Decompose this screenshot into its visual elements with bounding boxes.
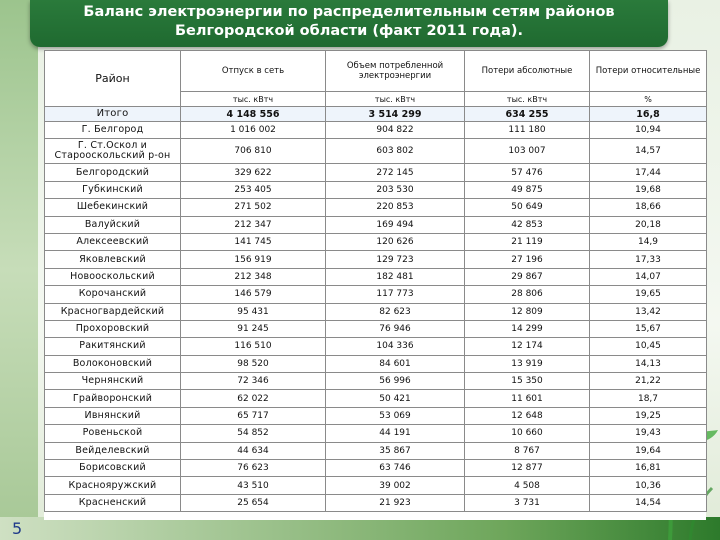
- cell-name: Ивнянский: [45, 407, 181, 424]
- table-row: [45, 268, 707, 285]
- cell-consumption: 84 601: [326, 355, 465, 372]
- cell-consumption: 63 746: [326, 460, 465, 477]
- cell-name: Ракитянский: [45, 338, 181, 355]
- cell-loss-abs: 21 119: [465, 233, 590, 250]
- cell-consumption: 603 802: [326, 139, 465, 164]
- cell-name: Краснояружский: [45, 477, 181, 494]
- cell-loss-rel: 10,94: [590, 122, 707, 139]
- table-row: [45, 199, 707, 216]
- cell-name: Валуйский: [45, 216, 181, 233]
- cell-consumption: 272 145: [326, 164, 465, 181]
- cell-loss-abs: 29 867: [465, 268, 590, 285]
- cell-loss-abs: 12 877: [465, 460, 590, 477]
- cell-consumption: 50 421: [326, 390, 465, 407]
- table-header-row: [45, 51, 707, 92]
- cell-loss-rel: 19,25: [590, 407, 707, 424]
- cell-loss-rel: 14,13: [590, 355, 707, 372]
- cell-consumption: 39 002: [326, 477, 465, 494]
- header-region: Район: [45, 51, 181, 107]
- cell-supply: 54 852: [181, 425, 326, 442]
- cell-loss-rel: 17,44: [590, 164, 707, 181]
- cell-supply: 212 348: [181, 268, 326, 285]
- cell-supply: 706 810: [181, 139, 326, 164]
- cell-loss-rel: 18,7: [590, 390, 707, 407]
- cell-loss-abs: 4 508: [465, 477, 590, 494]
- cell-supply: 25 654: [181, 494, 326, 511]
- cell-supply: 271 502: [181, 199, 326, 216]
- cell-loss-abs: 12 648: [465, 407, 590, 424]
- cell-consumption: 35 867: [326, 442, 465, 459]
- cell-supply: 76 623: [181, 460, 326, 477]
- total-consumption: 3 514 299: [326, 107, 465, 122]
- header-consumption: Объем потребленной электроэнергии: [326, 51, 465, 92]
- table-row: [45, 390, 707, 407]
- cell-loss-abs: 10 660: [465, 425, 590, 442]
- cell-consumption: 82 623: [326, 303, 465, 320]
- cell-loss-rel: 15,67: [590, 320, 707, 337]
- table-row: [45, 181, 707, 198]
- cell-consumption: 129 723: [326, 251, 465, 268]
- total-row: [45, 107, 707, 122]
- cell-loss-abs: 11 601: [465, 390, 590, 407]
- cell-loss-abs: 49 875: [465, 181, 590, 198]
- cell-consumption: 56 996: [326, 373, 465, 390]
- table-row: [45, 338, 707, 355]
- cell-supply: 72 346: [181, 373, 326, 390]
- cell-supply: 91 245: [181, 320, 326, 337]
- cell-loss-rel: 19,43: [590, 425, 707, 442]
- cell-name: Красненский: [45, 494, 181, 511]
- cell-loss-abs: 12 174: [465, 338, 590, 355]
- table-row: [45, 494, 707, 511]
- cell-consumption: 904 822: [326, 122, 465, 139]
- table-row: [45, 320, 707, 337]
- cell-loss-abs: 14 299: [465, 320, 590, 337]
- cell-name: Белгородский: [45, 164, 181, 181]
- cell-loss-rel: 18,66: [590, 199, 707, 216]
- cell-loss-rel: 14,9: [590, 233, 707, 250]
- cell-loss-rel: 14,07: [590, 268, 707, 285]
- table-row: [45, 139, 707, 164]
- cell-loss-abs: 12 809: [465, 303, 590, 320]
- cell-loss-abs: 42 853: [465, 216, 590, 233]
- header-loss-rel: Потери относительные: [590, 51, 707, 92]
- cell-consumption: 169 494: [326, 216, 465, 233]
- table-row: [45, 442, 707, 459]
- cell-supply: 43 510: [181, 477, 326, 494]
- cell-consumption: 21 923: [326, 494, 465, 511]
- cell-loss-abs: 8 767: [465, 442, 590, 459]
- cell-consumption: 120 626: [326, 233, 465, 250]
- cell-name: Яковлевский: [45, 251, 181, 268]
- cell-supply: 1 016 002: [181, 122, 326, 139]
- cell-loss-rel: 19,68: [590, 181, 707, 198]
- table-row: [45, 425, 707, 442]
- cell-name: Шебекинский: [45, 199, 181, 216]
- slide-title: [30, 0, 668, 47]
- cell-loss-rel: 19,64: [590, 442, 707, 459]
- cell-supply: 116 510: [181, 338, 326, 355]
- cell-name: Волоконовский: [45, 355, 181, 372]
- table-row: [45, 251, 707, 268]
- table-row: [45, 286, 707, 303]
- cell-loss-rel: 14,57: [590, 139, 707, 164]
- cell-loss-abs: 28 806: [465, 286, 590, 303]
- table-row: [45, 164, 707, 181]
- cell-name: Красногвардейский: [45, 303, 181, 320]
- cell-name: Губкинский: [45, 181, 181, 198]
- cell-name: Вейделевский: [45, 442, 181, 459]
- cell-name: Г. Ст.Оскол и Старооскольский р-он: [45, 139, 181, 164]
- cell-loss-abs: 103 007: [465, 139, 590, 164]
- total-name: Итого: [45, 107, 181, 122]
- title-line-2: Белгородской области (факт 2011 года).: [174, 23, 524, 39]
- table-row: [45, 407, 707, 424]
- energy-balance-table: [44, 50, 707, 512]
- cell-supply: 156 919: [181, 251, 326, 268]
- header-supply: Отпуск в сеть: [181, 51, 326, 92]
- total-supply: 4 148 556: [181, 107, 326, 122]
- cell-name: Новооскольский: [45, 268, 181, 285]
- cell-name: Борисовский: [45, 460, 181, 477]
- cell-supply: 212 347: [181, 216, 326, 233]
- cell-loss-rel: 19,65: [590, 286, 707, 303]
- cell-loss-rel: 10,36: [590, 477, 707, 494]
- cell-loss-abs: 27 196: [465, 251, 590, 268]
- unit-loss-rel: %: [590, 92, 707, 107]
- cell-supply: 98 520: [181, 355, 326, 372]
- cell-consumption: 182 481: [326, 268, 465, 285]
- unit-loss-abs: тыс. кВтч: [465, 92, 590, 107]
- total-loss-rel: 16,8: [590, 107, 707, 122]
- cell-supply: 329 622: [181, 164, 326, 181]
- cell-loss-abs: 3 731: [465, 494, 590, 511]
- cell-supply: 146 579: [181, 286, 326, 303]
- cell-supply: 62 022: [181, 390, 326, 407]
- left-decor-bar: [0, 0, 38, 540]
- cell-name: Чернянский: [45, 373, 181, 390]
- cell-supply: 141 745: [181, 233, 326, 250]
- cell-consumption: 53 069: [326, 407, 465, 424]
- cell-consumption: 44 191: [326, 425, 465, 442]
- unit-supply: тыс. кВтч: [181, 92, 326, 107]
- cell-loss-rel: 20,18: [590, 216, 707, 233]
- cell-loss-rel: 21,22: [590, 373, 707, 390]
- cell-name: Грайворонский: [45, 390, 181, 407]
- cell-loss-rel: 14,54: [590, 494, 707, 511]
- cell-consumption: 76 946: [326, 320, 465, 337]
- cell-supply: 95 431: [181, 303, 326, 320]
- table-row: [45, 355, 707, 372]
- page-number: 5: [12, 519, 23, 538]
- energy-balance-table-container: [44, 50, 706, 520]
- title-line-1: Баланс электроэнергии по распределительным сетям районов: [83, 4, 615, 20]
- cell-loss-abs: 13 919: [465, 355, 590, 372]
- cell-loss-rel: 16,81: [590, 460, 707, 477]
- cell-loss-rel: 17,33: [590, 251, 707, 268]
- table-row: [45, 477, 707, 494]
- cell-supply: 44 634: [181, 442, 326, 459]
- cell-loss-rel: 13,42: [590, 303, 707, 320]
- cell-name: Ровеньской: [45, 425, 181, 442]
- cell-supply: 253 405: [181, 181, 326, 198]
- table-row: [45, 233, 707, 250]
- cell-name: Алексеевский: [45, 233, 181, 250]
- cell-name: Прохоровский: [45, 320, 181, 337]
- cell-name: Корочанский: [45, 286, 181, 303]
- cell-loss-rel: 10,45: [590, 338, 707, 355]
- table-row: [45, 460, 707, 477]
- cell-loss-abs: 111 180: [465, 122, 590, 139]
- cell-loss-abs: 57 476: [465, 164, 590, 181]
- cell-supply: 65 717: [181, 407, 326, 424]
- header-loss-abs: Потери абсолютные: [465, 51, 590, 92]
- table-row: [45, 373, 707, 390]
- cell-consumption: 117 773: [326, 286, 465, 303]
- cell-loss-abs: 50 649: [465, 199, 590, 216]
- cell-loss-abs: 15 350: [465, 373, 590, 390]
- cell-consumption: 104 336: [326, 338, 465, 355]
- cell-name: Г. Белгород: [45, 122, 181, 139]
- cell-consumption: 220 853: [326, 199, 465, 216]
- table-row: [45, 303, 707, 320]
- table-row: [45, 216, 707, 233]
- table-row: [45, 122, 707, 139]
- unit-consumption: тыс. кВтч: [326, 92, 465, 107]
- cell-consumption: 203 530: [326, 181, 465, 198]
- total-loss-abs: 634 255: [465, 107, 590, 122]
